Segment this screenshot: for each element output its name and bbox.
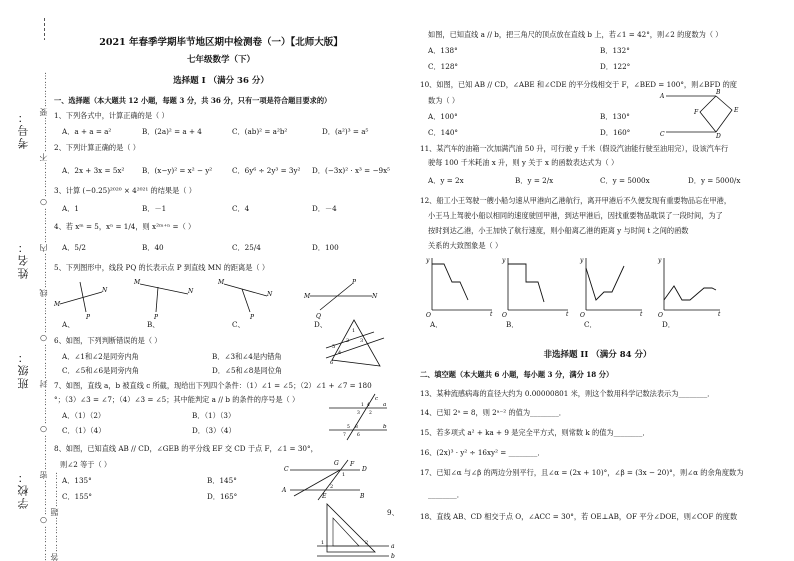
- q8-stem-line1: 8、如图，已知直线 AB // CD，∠GEB 的平分线 EF 交 CD 于点 F，∠1 = 30°，: [54, 444, 318, 453]
- section-two-head: 二、填空题（本大题共 6 小题，每小题 3 分，满分 18 分）: [420, 370, 614, 379]
- q12-graph-d: [657, 257, 721, 319]
- q5-figures: [52, 274, 390, 320]
- q12-option-d[interactable]: D．: [662, 320, 675, 329]
- q2-option-a[interactable]: A．2x + 3x = 5x²: [62, 166, 125, 175]
- q18-stem: 18、直线 AB、CD 相交于点 O，∠ACC = 30°，若 OE⊥AB，OF 平分∠DOE，则∠COF 的度数: [420, 512, 738, 521]
- q5-c-label-m: M: [218, 279, 225, 286]
- q9-option-b[interactable]: B．132°: [600, 46, 630, 55]
- q8-stem-line2: 则∠2 等于（ ）: [60, 460, 112, 469]
- q12-c-label-t: t: [640, 311, 643, 318]
- q11-option-b[interactable]: B．y = 2/x: [515, 176, 554, 185]
- label-name: 姓名：: [17, 240, 30, 279]
- q10-label-d: D: [716, 133, 721, 140]
- q7-label-4: 4: [367, 403, 370, 408]
- q9-option-c[interactable]: C．128°: [428, 62, 458, 71]
- q8-option-d[interactable]: D．165°: [207, 492, 238, 501]
- q12-graph-c: [579, 257, 643, 319]
- q8-label-f: F: [350, 461, 355, 468]
- label-exam-no: 考号：: [17, 110, 30, 149]
- q10-option-c[interactable]: C．140°: [428, 128, 458, 137]
- q5-option-a[interactable]: A、: [62, 320, 75, 329]
- q4-option-a[interactable]: A．5/2: [62, 243, 86, 252]
- q5-fig-d: [303, 279, 378, 320]
- q7-stem-line1: 7、如图，直线 a，b 被直线 c 所截，现给出下列四个条件：（1）∠1 = ∠5；（2）∠1 + ∠7 = 180: [54, 381, 372, 390]
- q12-option-c[interactable]: C．: [584, 320, 597, 329]
- q4-option-b[interactable]: B．40: [142, 243, 164, 252]
- q7-label-7: 7: [343, 433, 346, 438]
- q15-stem: 15、若多项式 a² + ka + 9 是完全平方式，则常数 k 的值为________．: [420, 428, 650, 437]
- q5-b-label-m: M: [134, 279, 141, 286]
- q1-option-b[interactable]: B．(2a)² = a + 4: [142, 127, 202, 136]
- q3-option-a[interactable]: A．1: [62, 204, 79, 213]
- q7-option-d[interactable]: D．（3）（4）: [192, 426, 236, 435]
- q1-stem: 1、下列各式中，计算正确的是（ ）: [54, 111, 169, 120]
- q9-label-b: b: [391, 553, 395, 560]
- label-class: 班级：: [17, 350, 30, 389]
- q5-a-label-n: N: [102, 287, 108, 294]
- page-subtitle: 七年级数学（下）: [186, 55, 255, 65]
- q5-stem: 5、下列图形中，线段 PQ 的长表示点 P 到直线 MN 的距离是（ ）: [54, 263, 270, 272]
- q7-label-6: 6: [357, 433, 360, 438]
- q12-graphs: [420, 254, 775, 318]
- q3-option-c[interactable]: C．4: [232, 204, 250, 213]
- q11-option-a[interactable]: A．y = 2x: [428, 176, 464, 185]
- q4-option-d[interactable]: D．100: [312, 243, 339, 252]
- q8-label-1: 1: [342, 472, 346, 478]
- q12-stem-line1: 12、船工小王驾驶一艘小船匀速从甲港向乙港航行，离开甲港后不久便发现有重要物品忘在甲港，: [420, 196, 732, 205]
- q10-label-c: C: [660, 131, 665, 138]
- q7-label-8: 8: [355, 425, 358, 430]
- q3-option-b[interactable]: B．－1: [142, 204, 167, 213]
- q9-number: 9、: [387, 508, 399, 517]
- q8-figure: [274, 458, 367, 502]
- q10-stem-line2: 数为（ ）: [428, 96, 460, 105]
- q11-stem-line1: 11、某汽车的油箱一次加满汽油 50 升，可行驶 y 千米（假设汽油能行驶至油用完），设该汽车行: [420, 144, 729, 153]
- q6-label-6: 6: [330, 360, 334, 366]
- q10-option-d[interactable]: D．160°: [600, 128, 631, 137]
- q10-label-b: B: [716, 89, 721, 96]
- q3-option-d[interactable]: D．－4: [312, 204, 337, 213]
- q14-stem: 14、已知 2ᵃ = 8，则 2ᵃ⁻² 的值为________．: [420, 408, 566, 417]
- q7-label-a: a: [383, 402, 387, 408]
- q7-label-b: b: [383, 424, 387, 430]
- q12-c-label-y: y: [580, 257, 584, 264]
- q12-b-label-t: t: [566, 311, 569, 318]
- q12-b-label-o: O: [502, 312, 507, 319]
- q12-option-b[interactable]: B．: [506, 320, 519, 329]
- q12-stem-line3: 按时到达乙港，小王加快了航行速度，则小船离乙港的距离 y 与时间 t 之间的函数: [428, 226, 689, 235]
- q5-d-label-m: M: [304, 293, 311, 300]
- q6-label-1: 1: [352, 328, 356, 334]
- q7-option-c[interactable]: C．（1）（4）: [62, 426, 106, 435]
- binding-warning: …………○…………密…………○…………封…………○…………线…………内…………○…………不…………要…………答…………题…………: [38, 40, 60, 561]
- q6-stem: 6、如图，下列判断错误的是（ ）: [54, 336, 162, 345]
- q1-option-d[interactable]: D．(a²)³ = a⁵: [322, 127, 369, 136]
- q10-label-e: E: [734, 107, 739, 114]
- q12-option-a[interactable]: A．: [430, 320, 443, 329]
- q8-label-e: E: [322, 493, 327, 500]
- page-title: 2021 年春季学期毕节地区期中检测卷（一）【北师大版】: [99, 37, 343, 48]
- q16-stem: 16、(2x)³ · y² ÷ 16xy² = ________．: [420, 448, 545, 457]
- q6-label-3: 3: [360, 338, 364, 344]
- label-school: 学校：: [17, 470, 30, 509]
- q10-figure: [660, 88, 740, 138]
- q12-d-label-o: O: [658, 312, 663, 319]
- q8-label-c: C: [284, 466, 289, 473]
- section-one-head: 一、选择题（本大题共 12 小题，每题 3 分，共 36 分，只有一项是符合题目要求的）: [54, 96, 332, 105]
- q11-stem-line2: 驶每 100 千米耗油 x 升，则 y 关于 x 的函数表达式为（ ）: [428, 158, 619, 167]
- q6-figure: [324, 318, 390, 370]
- q17-stem-line1: 17、已知∠α 与∠β 的两边分别平行，且∠α = (2x + 10)°，∠β = (3x − 20)°，则∠α 的余角度数为: [420, 468, 744, 477]
- q6-option-b[interactable]: B．∠3和∠4是内错角: [212, 352, 282, 361]
- q7-figure: [327, 392, 389, 442]
- q7-label-c: c: [375, 396, 379, 402]
- q1-option-a[interactable]: A．a + a = a²: [62, 127, 112, 136]
- q8-label-2: 2: [330, 484, 334, 490]
- q8-option-c[interactable]: C．155°: [62, 492, 92, 501]
- q8-option-a[interactable]: A．135°: [62, 476, 92, 485]
- q2-option-d[interactable]: D．(−3x)² · x³ = −9x⁵: [312, 166, 390, 175]
- q3-stem: 3、计算 (−0.25)²⁰²⁰ × 4²⁰²¹ 的结果是（ ）: [54, 186, 196, 195]
- q8-label-b: B: [360, 493, 365, 500]
- q4-stem: 4、若 xᵐ = 5，xⁿ = 1/4，则 x²ᵐ⁺ⁿ =（ ）: [54, 222, 196, 231]
- q8-label-g: G: [334, 460, 339, 467]
- q7-label-5: 5: [347, 425, 350, 430]
- q12-a-label-y: y: [426, 257, 430, 264]
- q5-a-label-p: P: [86, 314, 91, 321]
- q9-stem: 如图，已知直线 a // b，把三角尺的顶点放在直线 b 上，若∠1 = 42°，则∠2 的度数为（ ）: [428, 30, 723, 39]
- q9-label-2: 2: [365, 540, 369, 546]
- q5-a-label-m: M: [54, 301, 61, 308]
- q17-stem-line2: ________．: [428, 490, 464, 499]
- q5-option-b[interactable]: B、: [147, 320, 160, 329]
- q12-graph-a: [425, 257, 493, 319]
- q5-b-label-p: P: [154, 314, 159, 321]
- q5-d-label-p: P: [352, 279, 357, 286]
- q5-fig-c: [217, 279, 273, 321]
- q5-option-c[interactable]: C、: [232, 320, 245, 329]
- q8-label-d: D: [362, 466, 367, 473]
- q6-label-4: 4: [338, 350, 342, 356]
- q5-d-label-q: Q: [316, 313, 321, 320]
- q13-stem: 13、某种流感病毒的直径大约为 0.00000801 米，则这个数用科学记数法表示为________．: [420, 389, 715, 398]
- q6-option-d[interactable]: D．∠5和∠8是同位角: [212, 366, 283, 375]
- q12-d-label-t: t: [718, 311, 721, 318]
- q7-label-1: 1: [361, 403, 364, 408]
- q5-fig-a: [53, 282, 108, 321]
- q2-option-b[interactable]: B．(x−y)² = x² − y²: [142, 166, 213, 175]
- q7-option-b[interactable]: B．（1）（3）: [192, 411, 236, 420]
- q7-option-a[interactable]: A．（1）（2）: [62, 411, 106, 420]
- q6-option-c[interactable]: C．∠5和∠6是同旁内角: [62, 366, 140, 375]
- q7-label-2: 2: [369, 411, 372, 416]
- q9-label-a: a: [391, 543, 395, 550]
- q8-option-b[interactable]: B．145°: [207, 476, 237, 485]
- q9-label-1: 1: [321, 540, 325, 546]
- q10-stem-line1: 10、如图，已知 AB // CD，∠ABE 和∠CDE 的平分线相交于 F，∠BED = 100°，则∠BFD 的度: [420, 80, 737, 89]
- q10-label-f: F: [694, 109, 699, 116]
- q12-a-label-t: t: [490, 311, 493, 318]
- q9-option-a[interactable]: A．138°: [428, 46, 458, 55]
- q9-option-d[interactable]: D．122°: [600, 62, 631, 71]
- q11-option-c[interactable]: C．y = 5000x: [600, 176, 650, 185]
- q8-label-a: A: [282, 487, 287, 494]
- q10-option-b[interactable]: B．130°: [600, 112, 630, 121]
- q5-b-label-n: N: [188, 288, 194, 295]
- q1-option-c[interactable]: C．(ab)² = a²b²: [232, 127, 288, 136]
- q7-stem-line2: °；（3）∠3 = ∠7；（4）∠3 = ∠5；其中能判定 a // b 的条件的序号是（ ）: [54, 395, 300, 404]
- q2-option-c[interactable]: C．6y⁶ ÷ 2y³ = 3y²: [232, 166, 301, 175]
- q5-option-d[interactable]: D、: [314, 320, 327, 329]
- q6-label-5: 5: [332, 344, 336, 350]
- q11-option-d[interactable]: D．y = 5000/x: [688, 176, 741, 185]
- q7-label-3: 3: [357, 411, 360, 416]
- q12-c-label-o: O: [580, 312, 585, 319]
- q5-d-label-n: N: [372, 293, 378, 300]
- q12-graph-b: [501, 257, 569, 319]
- q12-b-label-y: y: [502, 257, 506, 264]
- q4-option-c[interactable]: C．25/4: [232, 243, 261, 252]
- q10-option-a[interactable]: A．100°: [428, 112, 458, 121]
- q6-option-a[interactable]: A．∠1和∠2是同旁内角: [62, 352, 139, 361]
- part2-title: 非选择题 II （满分 84 分）: [543, 350, 652, 360]
- q5-c-label-p: P: [250, 314, 255, 321]
- part1-title: 选择题 I （满分 36 分）: [173, 76, 269, 86]
- q10-label-a: A: [660, 93, 665, 100]
- q12-stem-line4: 关系的大致图象是（ ）: [428, 241, 503, 250]
- q12-d-label-y: y: [658, 257, 662, 264]
- q6-label-2: 2: [346, 338, 350, 344]
- q12-a-label-o: O: [426, 312, 431, 319]
- q2-stem: 2、下列计算正确的是（ ）: [54, 143, 140, 152]
- q5-fig-b: [133, 279, 194, 321]
- q12-stem-line2: 小王马上驾驶小船以相同的速度驶回甲港，到达甲港后，因找重要物品耽误了一段时间，为了: [428, 211, 723, 220]
- q5-c-label-n: N: [267, 291, 273, 298]
- q9-figure: [297, 502, 397, 558]
